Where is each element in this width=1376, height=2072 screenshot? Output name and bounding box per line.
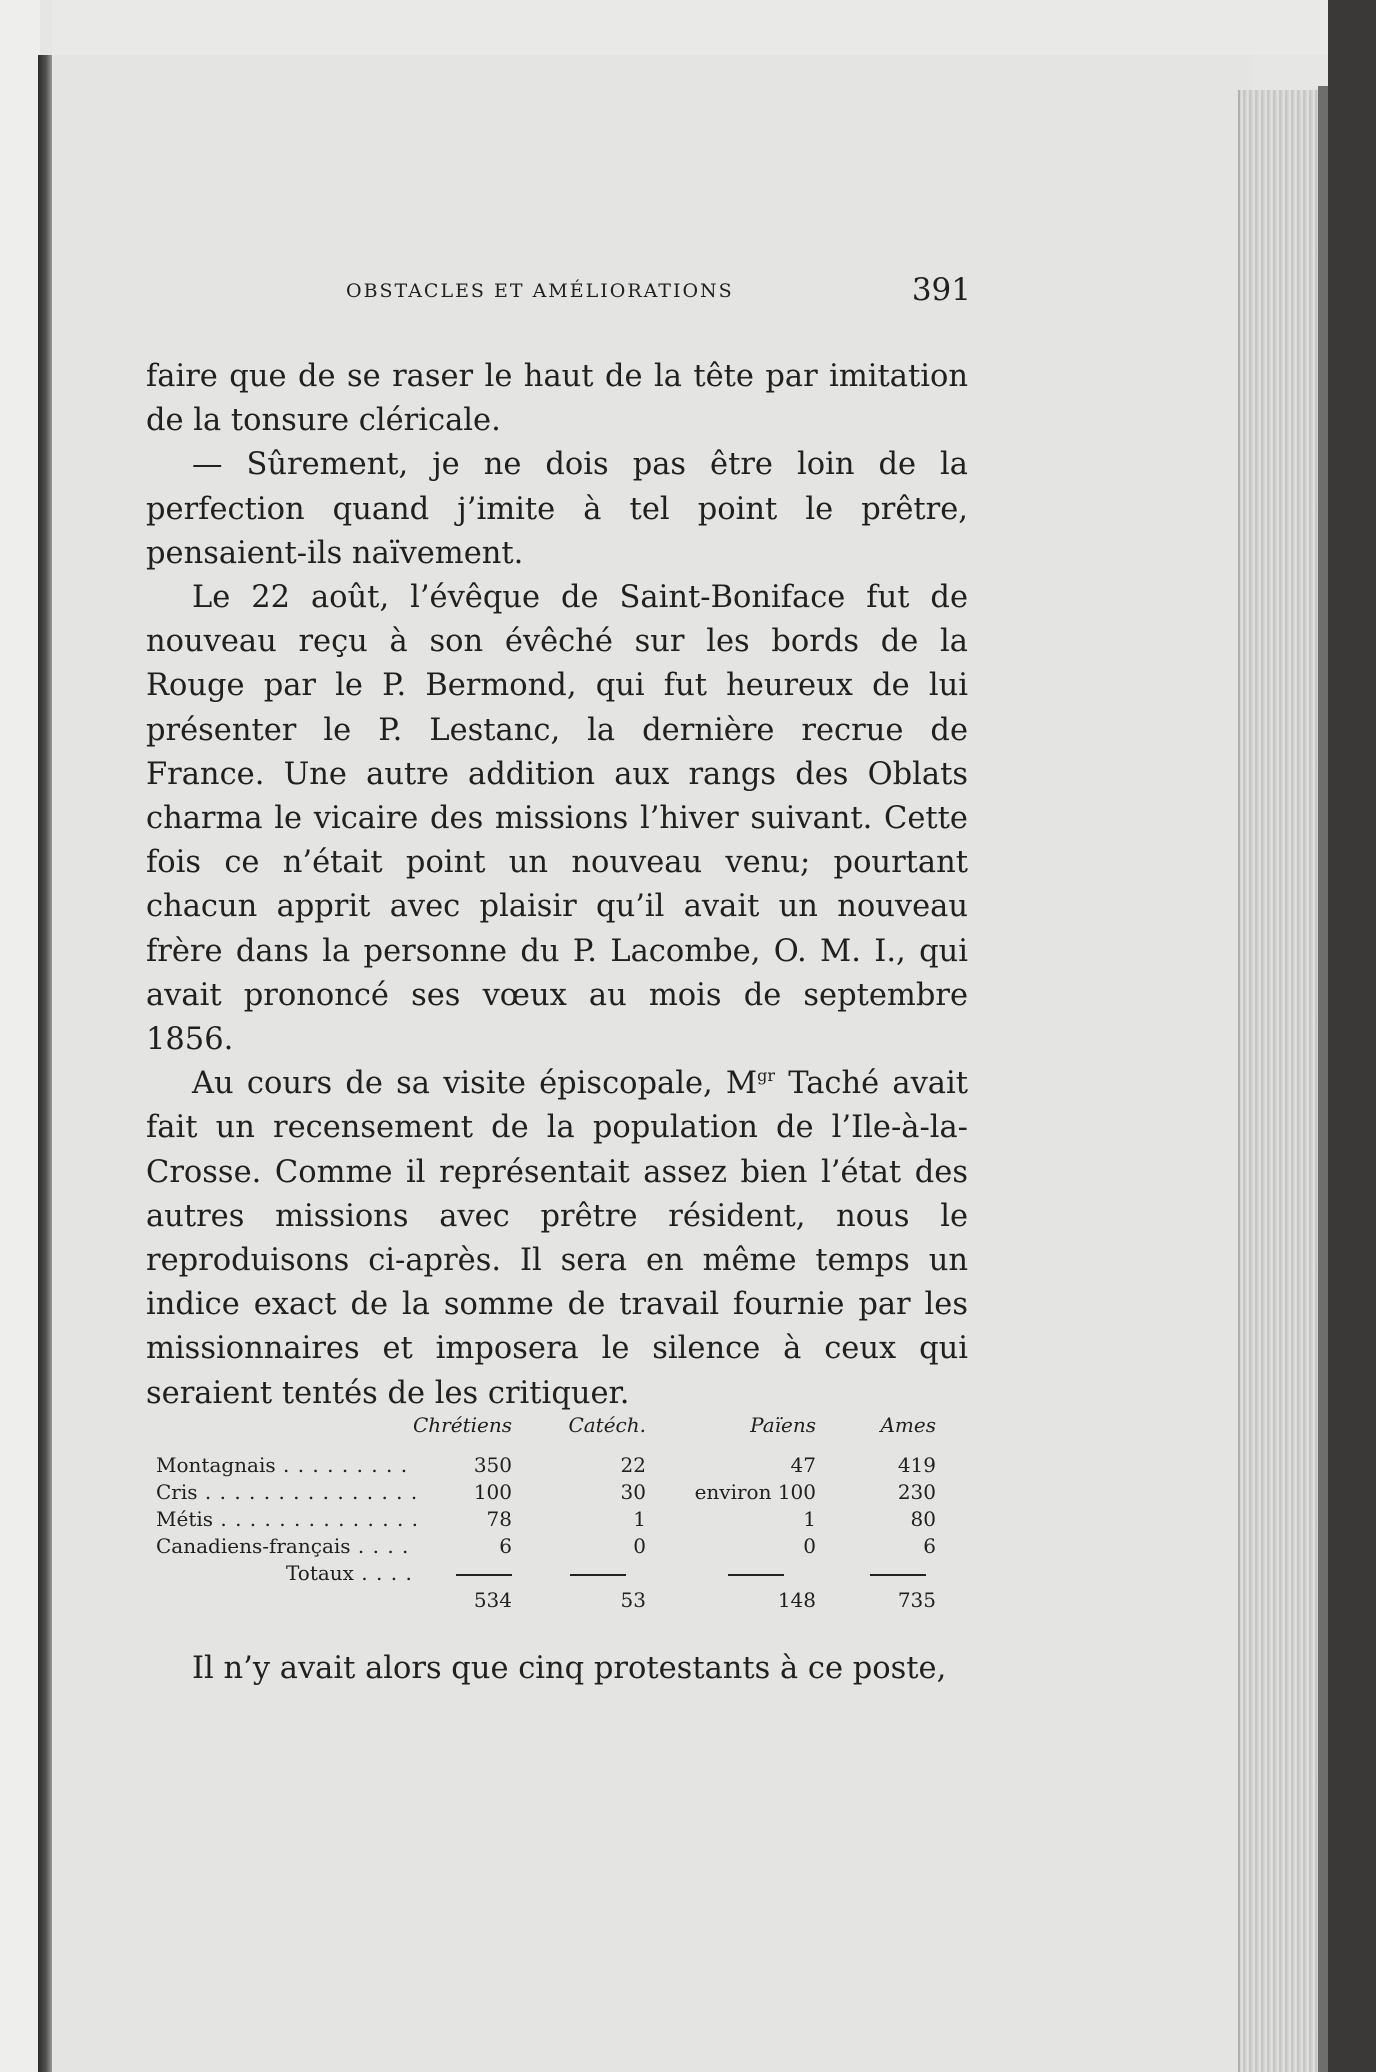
table-row (156, 1452, 936, 1479)
census-table (156, 1412, 936, 1614)
column-header-catech: Catéch. (568, 1413, 646, 1437)
paragraph-4-start: Au cours de sa visite épiscopale, M (192, 1066, 758, 1102)
table-cell: 1 (803, 1507, 816, 1531)
sum-rule (456, 1574, 512, 1576)
background-right (1328, 0, 1376, 2072)
total-cell: 735 (897, 1588, 936, 1612)
table-cell: 78 (486, 1507, 512, 1531)
title-abbreviation: gr (757, 1066, 776, 1086)
column-header-paiens: Païens (750, 1413, 816, 1437)
row-label: Métis . . . (156, 1506, 416, 1532)
table-cell: 22 (620, 1453, 646, 1477)
facing-page-edge (0, 0, 40, 2072)
table-cell: 30 (620, 1480, 646, 1504)
body-text (146, 355, 968, 1416)
page-number: 391 (911, 272, 971, 308)
table-cell: 350 (473, 1453, 512, 1477)
table-cell: 0 (633, 1534, 646, 1558)
table-cell: environ 100 (694, 1480, 816, 1504)
book-edge (1318, 86, 1328, 2072)
table-cell: 419 (897, 1453, 936, 1477)
census-header-row (156, 1412, 936, 1452)
table-cell: 1 (633, 1507, 646, 1531)
table-row (156, 1479, 936, 1506)
paragraph-4 (146, 1062, 968, 1416)
top-background (52, 0, 1328, 55)
page-header (346, 272, 971, 322)
table-row (156, 1506, 936, 1533)
table-cell: 6 (499, 1534, 512, 1558)
paragraph-1: faire que de se raser le haut de la tête par imitation de la tonsure cléricale. (146, 359, 968, 439)
sum-rule (570, 1574, 626, 1576)
column-header-ames: Ames (880, 1413, 936, 1437)
paragraph-2: — Sûrement, je ne dois pas être loin de la perfection quand j’imite à tel point le prêtre, pensaient-ils naïvement. (146, 447, 968, 571)
sum-rule (728, 1574, 784, 1576)
sum-rule (870, 1574, 926, 1576)
paragraph-3: Le 22 août, l’évêque de Saint-Boniface fut de nouveau reçu à son évêché sur les bords de la Rouge par le P. Bermond, qui fut heureux de lui présenter le P. Lestanc, la dernière recrue de France. Une autre addition aux rangs des Oblats charma le vicaire des missions l’hiver suivant. Cette fois ce n’était point un nouveau venu; pourtant chacun apprit avec plaisir qu’il avait un nouveau frère dans la personne du P. Lacombe, O. M. I., qui avait prononcé ses vœux au mois de septembre 1856. (146, 580, 968, 1058)
row-label: Montagnais . . . (156, 1452, 416, 1478)
row-label: Cris . . . (156, 1479, 416, 1505)
table-cell: 47 (790, 1453, 816, 1477)
totals-rule-row (156, 1560, 936, 1587)
total-cell: 534 (473, 1588, 512, 1612)
table-cell: 0 (803, 1534, 816, 1558)
table-cell: 80 (910, 1507, 936, 1531)
column-header-chretiens: Chrétiens (413, 1413, 512, 1437)
paragraph-4-end: Taché avait fait un recensement de la population de l’Ile-à-la-Crosse. Comme il représentait assez bien l’état des autres missions avec prêtre résident, nous le reproduisons ci-après. Il sera en même temps un indice exact de la somme de travail fournie par les missionnaires et imposera le silence à ceux qui seraient tentés de les critiquer. (146, 1066, 968, 1411)
table-cell: 230 (897, 1480, 936, 1504)
total-cell: 148 (777, 1588, 816, 1612)
table-cell: 6 (923, 1534, 936, 1558)
spine-shadow (38, 55, 52, 2072)
running-title: OBSTACLES ET AMÉLIORATIONS (346, 280, 734, 302)
totals-row (156, 1587, 936, 1614)
table-row (156, 1533, 936, 1560)
table-cell: 100 (473, 1480, 512, 1504)
page-stack-edges (1238, 90, 1322, 2072)
row-label: Canadiens-français . . . (156, 1533, 416, 1559)
closing-line: Il n’y avait alors que cinq protestants à ce poste, (192, 1651, 947, 1686)
totals-label: Totaux . . . (286, 1560, 416, 1586)
total-cell: 53 (620, 1588, 646, 1612)
